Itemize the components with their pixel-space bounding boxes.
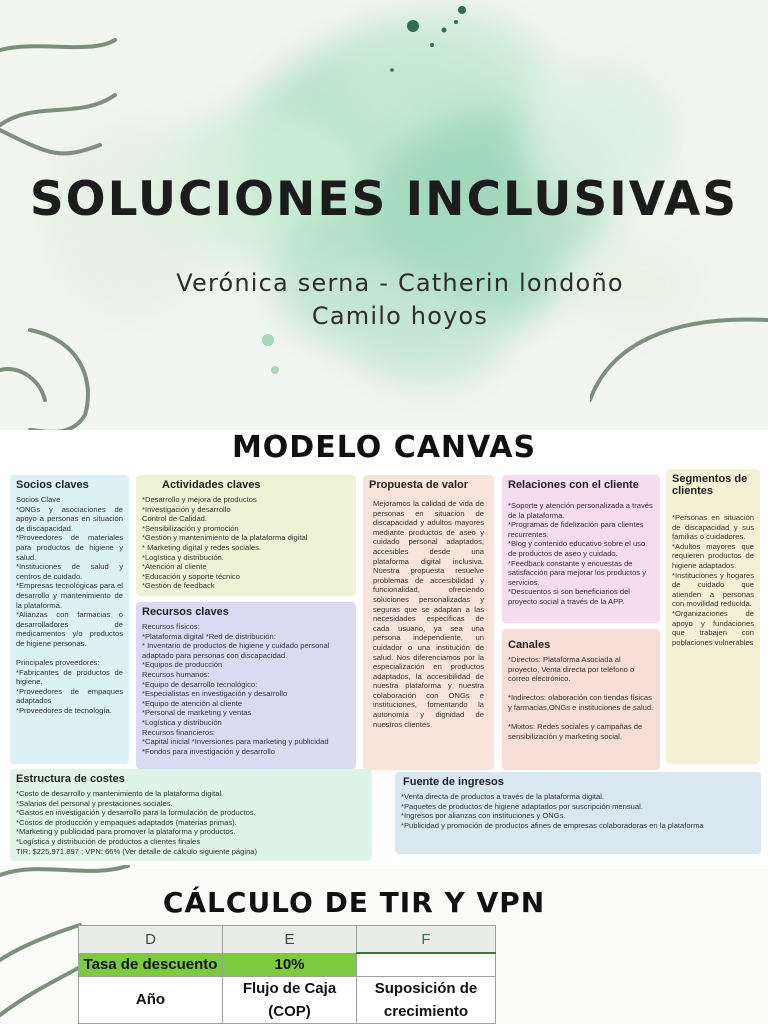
- cell-cashflow-header[interactable]: [223, 976, 357, 1023]
- ingresos-heading: Fuente de ingresos: [403, 776, 504, 788]
- decorative-line-left: [0, 320, 120, 430]
- cell-rate-value[interactable]: 10%: [223, 953, 357, 976]
- growth-header-line1: Suposición de: [374, 979, 478, 997]
- socios-heading: Socios claves: [16, 479, 89, 491]
- cover-hero: [0, 0, 768, 430]
- column-header-d[interactable]: D: [79, 926, 223, 954]
- canvas-box-actividades: [136, 475, 356, 596]
- actividades-body: *Desarrollo y mejora de productos *Investigación y desarrollo Control de Calidad. *Sensibilización y promoción *Gestión y mantenimiento de la plataforma digital * Marketing digital y redes sociales. *Logística y distribución. *Atención al cliente *Educación y soporte técnico *Gestión de feedback: [142, 495, 308, 591]
- cell-rate-label[interactable]: Tasa de descuento: [79, 953, 223, 976]
- cell-growth-header[interactable]: [357, 976, 496, 1023]
- segmentos-heading: Segmentos de clientes: [672, 473, 748, 497]
- costes-body: *Costo de desarrollo y mantenimiento de la plataforma digital. *Salarios del personal y prestaciones sociales. *Gastos en investigación y desarrollo para la formulación de productos. *Costos de producción y empaques adaptados (materias primas). *Marketing y publicidad para promover la plataforma y productos. *Logística y distribución de productos a clientes finales TIR: $225.971.897 ; VPN: 66% (Ver detalle de cálculo siguiente página): [16, 789, 258, 856]
- column-header-e[interactable]: E: [223, 926, 357, 954]
- cell-empty[interactable]: [357, 953, 496, 976]
- propuesta-heading: Propuesta de valor: [369, 479, 469, 491]
- segmentos-body: *Personas en situación de discapacidad y sus familias o cuidadores. *Adultos mayores que requieren productos de higiene adaptados. *Instituciones y hogares de cuidado que atienden a personas con movilidad reducida. *Organizaciones de apoyo y fundaciones que trabajen con poblaciones vulnerables: [672, 513, 754, 647]
- canvas-box-canales: [502, 629, 660, 770]
- canales-body: *Directos: Plataforma Asociada al proyecto, Venta directa por teléfono o correo electrónico. *Indirectos: olaboración con tiendas físicas y farmacias,ONGs e instituciones de salud. *Mixtos: Redes sociales y campañas de sensibilización y marketing social.: [508, 655, 654, 741]
- cashflow-header-line1: Flujo de Caja: [242, 979, 337, 997]
- canales-heading: Canales: [508, 639, 551, 651]
- tir-title: CÁLCULO DE TIR Y VPN: [162, 886, 546, 919]
- actividades-heading: Actividades claves: [162, 479, 261, 491]
- canvas-box-segmentos: [666, 469, 760, 764]
- authors-line-2: Camilo hoyos: [311, 302, 489, 330]
- growth-header-line2: crecimiento: [383, 1002, 469, 1020]
- recursos-heading: Recursos claves: [142, 606, 229, 618]
- ingresos-body: *Venta directa de productos a través de la plataforma digital. *Paquetes de productos de higiene adaptados por suscripción mensual. *Ingresos por alianzas con instituciones y ONGs. *Publicidad y promoción de productos afines de empresas colaboradoras en la plataforma: [401, 792, 704, 830]
- propuesta-body: Mejoramos la calidad de vida de personas en situación de discapacidad y adultos mayores mediante productos de aseo y cuidado personal adaptados, accesibles desde una plataforma digital inclusiva. Nuestra propuesta resuelve problemas de accesibilidad y funcionalidad, ofreciendo soluciones personalizadas y seguras que se adaptan a las necesidades específicas de cada usuario, ya sea una persona independiente, un cuidador o una institución de salud. Nos diferenciamos por la especialización en productos adaptados, la accesibilidad de nuestra plataforma y nuestra colaboración con ONGs e instituciones, fomentando la autonomía y dignidad de nuestros clientes.: [373, 499, 484, 729]
- canvas-title: MODELO CANVAS: [231, 430, 537, 465]
- relaciones-body: *Soporte y atención personalizada a través de la plataforma. *Programas de fidelización para clientes recurrentes. *Blog y contenido educativo sobre el uso de productos de aseo y cuidado. *Feedback constante y encuestas de satisfacción para mejorar los productos y servicios. *Descuentos si son beneficiarios del proyecto social a través de la APP.: [508, 501, 653, 606]
- cashflow-header-line2: (COP): [268, 1002, 311, 1020]
- column-header-f[interactable]: F: [357, 926, 496, 954]
- canvas-box-costes: [10, 769, 372, 861]
- recursos-body: Recursos físicos: *Plataforma digital *Red de distribución: * Inventario de productos de higiene y cuidado personal adaptado para personas con discapacidad. *Equipos de producción Recursos humanos: *Equipo de desarrollo tecnológico: *Especialistas en investigación y desarrollo *Equipo de atención al cliente *Personal de marketing y ventas *Logística y distribución Recursos financieros: *Capital inicial *Inversiones para marketing y publicidad *Fondos para investigación y desarrollo: [142, 622, 330, 756]
- socios-body: Socios Clave *ONGs y asociaciones de apoyo a personas en situación de discapacidad. *Proveedores de materiales para productos de higiene y salud. *Instituciones de salud y centros de cuidado. *Empresas tecnológicas para el desarrollo y mantenimiento de la plataforma. *Alianzas con farmacias o desarrolladores de medicamentos y/o productos de higiene personas. Principales proveedores: *Fabricantes de productos de higiene. *Proveedores de empaques adaptados *Proveedores de tecnología.: [16, 495, 123, 716]
- business-model-canvas: [0, 430, 768, 865]
- decorative-line-top-left: [0, 0, 150, 160]
- canvas-box-propuesta: [363, 475, 494, 770]
- cell-year-header[interactable]: Año: [79, 976, 223, 1023]
- canvas-box-socios: [10, 475, 129, 764]
- relaciones-heading: Relaciones con el cliente: [508, 479, 639, 491]
- canvas-box-ingresos: [395, 772, 761, 854]
- spreadsheet-table: [78, 925, 496, 1024]
- canvas-box-relaciones: [502, 475, 660, 623]
- authors-line-1: Verónica serna - Catherin londoño: [176, 269, 624, 297]
- page-title: SOLUCIONES INCLUSIVAS: [29, 172, 739, 227]
- canvas-box-recursos: [136, 602, 356, 769]
- tir-vpn-section: [0, 865, 768, 1024]
- costes-heading: Estructura de costes: [16, 773, 125, 785]
